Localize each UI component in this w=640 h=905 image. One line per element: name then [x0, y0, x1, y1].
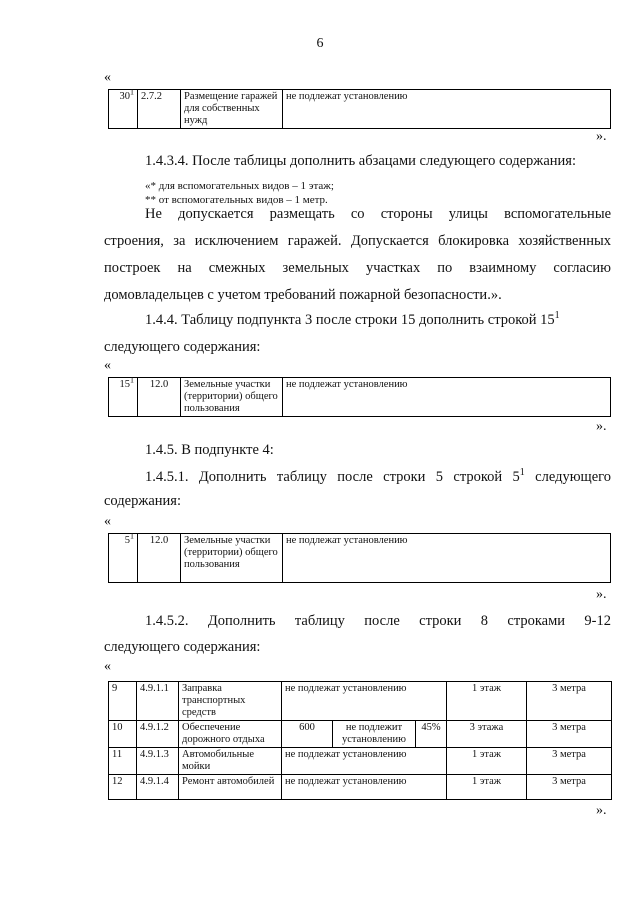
row-name: Земельные участки (территории) общего пользования	[181, 534, 283, 583]
row-code: 4.9.1.2	[137, 721, 179, 748]
paragraph-forbid-line: домовладельцев с учетом требований пожарной безопасности.».	[104, 287, 502, 303]
row-code: 12.0	[138, 378, 181, 417]
row-name: Заправка транспортных средств	[179, 682, 282, 721]
open-quote: «	[104, 659, 111, 674]
row-code: 4.9.1.3	[137, 748, 179, 775]
row-value: не подлежат установлению	[282, 775, 447, 800]
close-quote: ».	[596, 419, 607, 434]
paragraph-145: 1.4.5. В подпункте 4:	[145, 442, 274, 458]
close-quote: ».	[596, 803, 607, 818]
row-number: 12	[109, 775, 137, 800]
row-name: Размещение гаражей для собственных нужд	[181, 90, 283, 129]
open-quote: «	[104, 514, 111, 529]
row-value: не подлежит установлению	[333, 721, 416, 748]
row-floors: 1 этаж	[447, 748, 527, 775]
table-row	[109, 775, 612, 800]
close-quote: ».	[596, 129, 607, 144]
row-distance: 3 метра	[527, 682, 612, 721]
row-floors: 1 этаж	[447, 775, 527, 800]
row-floors: 1 этаж	[447, 682, 527, 721]
row-name: Обеспечение дорожного отдыха	[179, 721, 282, 748]
row-value: не подлежат установлению	[283, 534, 611, 583]
row-distance: 3 метра	[527, 721, 612, 748]
row-number: $30^1$	[109, 90, 138, 129]
row-number: 9	[109, 682, 137, 721]
row-number: 11	[109, 748, 137, 775]
table-row	[109, 534, 611, 583]
table-row	[109, 748, 612, 775]
close-quote: ».	[596, 587, 607, 602]
row-number: 10	[109, 721, 137, 748]
paragraph-1452-line2: следующего содержания:	[104, 639, 261, 655]
paragraph-forbid-line: построек на смежных земельных участках по взаимному согласию	[104, 260, 611, 276]
note-floors: «* для вспомогательных видов – 1 этаж;	[145, 180, 334, 192]
row-code: 4.9.1.1	[137, 682, 179, 721]
paragraph-1451: 1.4.5.1. Дополнить таблицу после строки 5 строкой $5^1$ следующего	[145, 467, 611, 485]
page-number: 6	[316, 36, 324, 51]
table-land-use-4	[108, 681, 612, 800]
row-area: 600	[282, 721, 333, 748]
row-name: Земельные участки (территории) общего пользования	[181, 378, 283, 417]
table-land-use-1	[108, 89, 611, 129]
paragraph-1451-line2: содержания:	[104, 493, 182, 509]
row-percent: 45%	[416, 721, 447, 748]
row-name: Ремонт автомобилей	[179, 775, 282, 800]
table-row	[109, 90, 611, 129]
row-number: $5^1$	[109, 534, 138, 583]
row-distance: 3 метра	[527, 748, 612, 775]
row-distance: 3 метра	[527, 775, 612, 800]
paragraph-1452: 1.4.5.2. Дополнить таблицу после строки 8 строками 9-12	[145, 613, 611, 629]
paragraph-144-line2: следующего содержания:	[104, 339, 261, 355]
paragraph-forbid-line: строения, за исключением гаражей. Допускается блокировка хозяйственных	[104, 233, 611, 249]
table-land-use-3	[108, 533, 611, 583]
paragraph-144: 1.4.4. Таблицу подпункта 3 после строки 15 дополнить строкой $15^1$	[145, 310, 560, 328]
row-code: 2.7.2	[138, 90, 181, 129]
table-land-use-2	[108, 377, 611, 417]
open-quote: «	[104, 358, 111, 373]
row-number: $15^1$	[109, 378, 138, 417]
row-floors: 3 этажа	[447, 721, 527, 748]
row-value: не подлежат установлению	[282, 748, 447, 775]
row-code: 4.9.1.4	[137, 775, 179, 800]
table-row	[109, 721, 612, 748]
row-value: не подлежат установлению	[283, 378, 611, 417]
table-row	[109, 682, 612, 721]
paragraph-1434: 1.4.3.4. После таблицы дополнить абзацами следующего содержания:	[145, 153, 576, 169]
row-name: Автомобильные мойки	[179, 748, 282, 775]
row-value: не подлежат установлению	[282, 682, 447, 721]
table-row	[109, 378, 611, 417]
row-value: не подлежат установлению	[283, 90, 611, 129]
paragraph-forbid-line: Не допускается размещать со стороны улицы вспомогательные	[145, 206, 611, 222]
open-quote: «	[104, 70, 111, 85]
note-distance: ** от вспомогательных видов – 1 метр.	[145, 194, 328, 206]
row-code: 12.0	[138, 534, 181, 583]
